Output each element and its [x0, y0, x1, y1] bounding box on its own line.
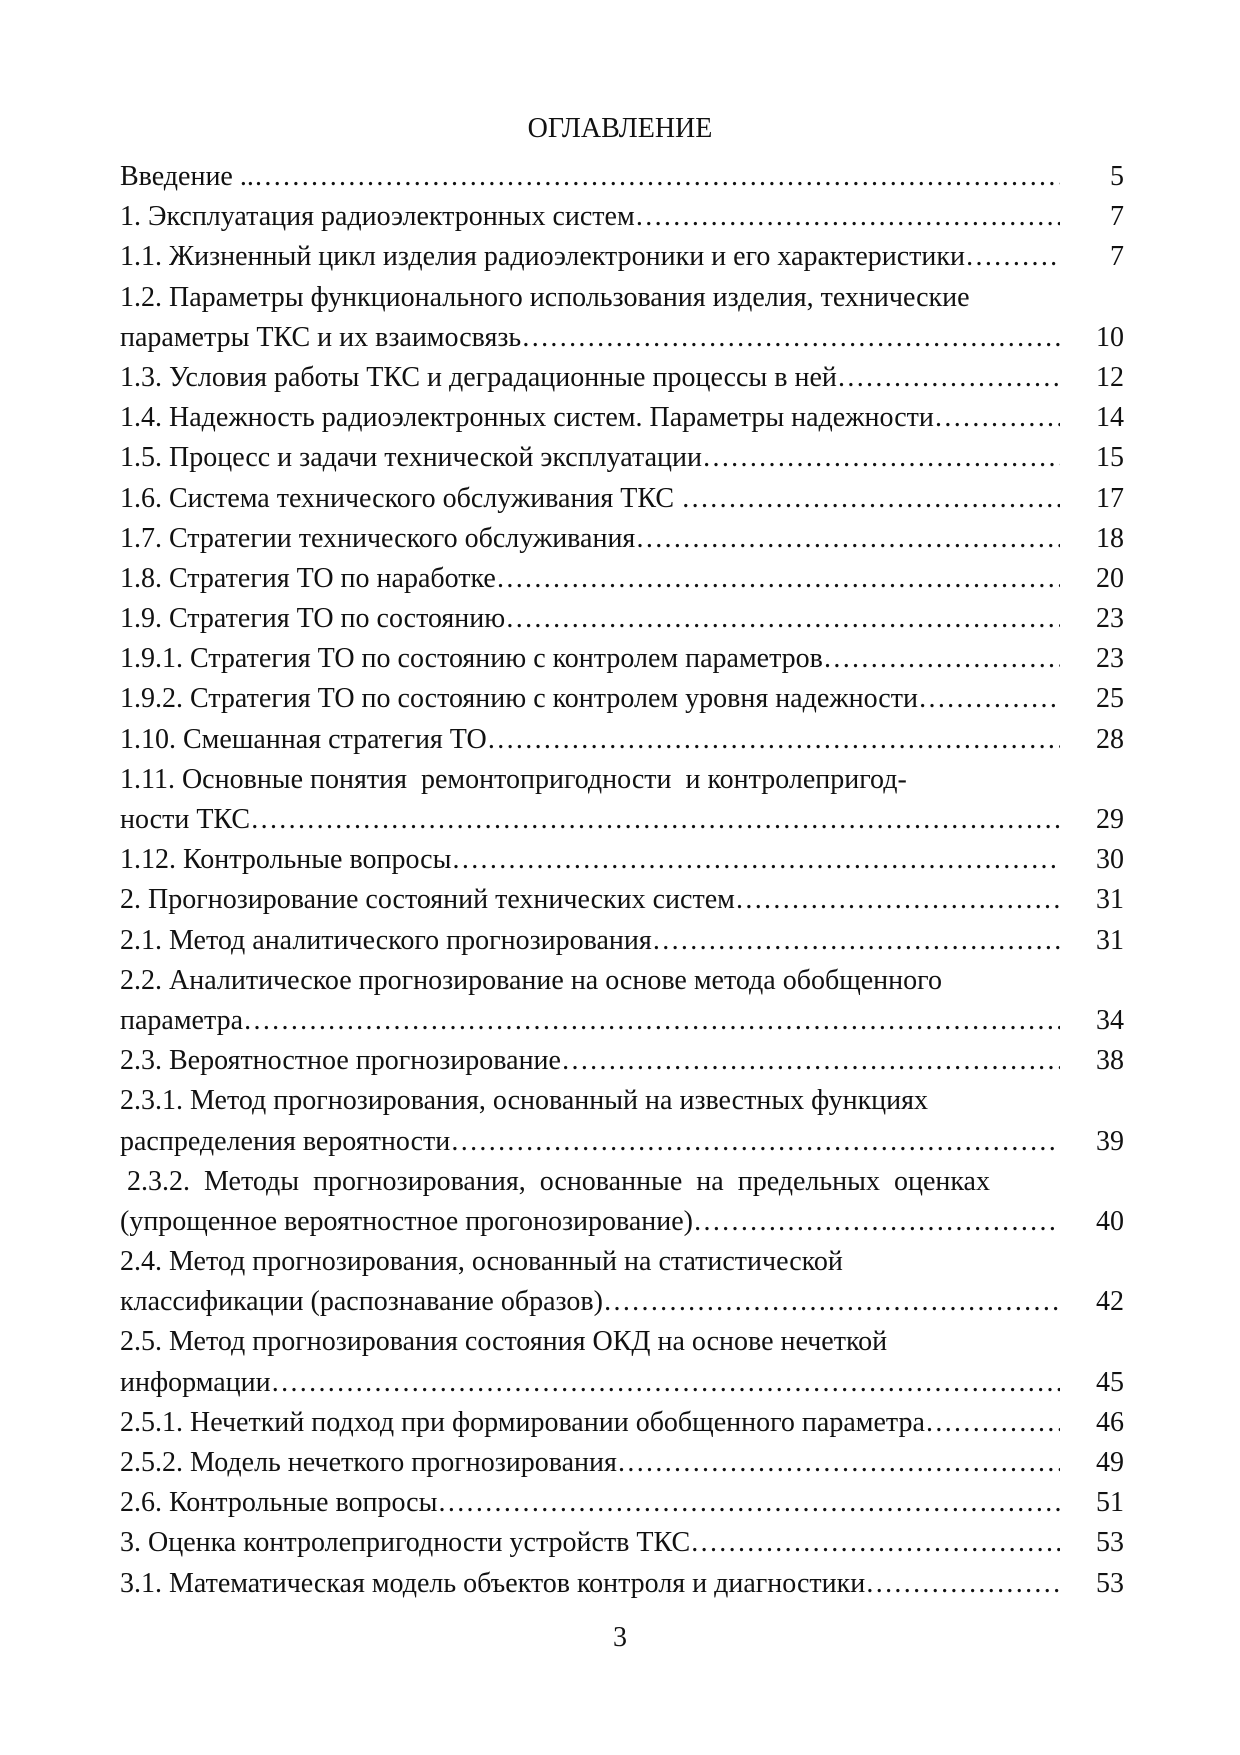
toc-entry[interactable]: [120, 1322, 1124, 1362]
toc-page-number: 15: [1096, 442, 1124, 474]
toc-entry[interactable]: [120, 1202, 1124, 1242]
toc-page-number: 17: [1096, 482, 1124, 514]
toc-entry[interactable]: [120, 800, 1124, 840]
toc-entry[interactable]: [120, 1523, 1124, 1563]
toc-entry-text: распределения вероятности: [120, 1125, 451, 1157]
dot-leader: [437, 1483, 1060, 1523]
toc-entry[interactable]: [120, 639, 1124, 679]
dot-leader: [635, 519, 1060, 559]
toc-entry-text: 2. Прогнозирование состояний технических систем: [120, 884, 735, 916]
toc-entry-text: 1.1. Жизненный цикл изделия радиоэлектроники и его характеристики: [120, 241, 965, 273]
toc-entry-text: классификации (распознавание образов): [120, 1286, 603, 1318]
toc-entry-text: ности ТКС: [120, 804, 251, 835]
toc-entry[interactable]: [120, 679, 1124, 719]
toc-entry[interactable]: [120, 318, 1124, 358]
toc-entry-text: 3. Оценка контролепригодности устройств ТКС: [120, 1527, 691, 1559]
toc-page-number: 53: [1096, 1567, 1124, 1599]
toc-page-number: 30: [1096, 844, 1124, 876]
toc-entry[interactable]: [120, 197, 1124, 237]
toc-entry-text: 1.9.2. Стратегия ТО по состоянию с контролем уровня надежности: [120, 683, 918, 715]
table-of-contents: [120, 157, 1124, 1604]
toc-entry-text: информации: [120, 1366, 271, 1398]
toc-entry[interactable]: [120, 1564, 1124, 1604]
toc-entry[interactable]: [120, 840, 1124, 880]
toc-page-number: 29: [1096, 804, 1124, 835]
toc-entry-text: 2.5. Метод прогнозирования состояния ОКД на основе нечеткой: [120, 1326, 888, 1358]
toc-entry[interactable]: [120, 1443, 1124, 1483]
toc-entry[interactable]: [120, 1122, 1124, 1162]
toc-page-number: 45: [1096, 1366, 1124, 1398]
toc-page-number: 7: [1110, 201, 1124, 233]
toc-entry-text: 1.2. Параметры функционального использования изделия, технические: [120, 281, 970, 313]
toc-entry-text: 2.3. Вероятностное прогнозирование: [120, 1045, 561, 1077]
toc-entry-text: 2.5.1. Нечеткий подход при формировании обобщенного параметра: [120, 1406, 925, 1438]
dot-leader: [496, 559, 1060, 599]
toc-entry-text: 1.6. Система технического обслуживания ТКС: [120, 482, 682, 514]
dot-leader: [487, 720, 1060, 760]
dot-leader: [965, 237, 1060, 277]
toc-entry[interactable]: [120, 880, 1124, 920]
toc-title: ОГЛАВЛЕНИЕ: [527, 113, 713, 144]
toc-page-number: 40: [1096, 1205, 1124, 1237]
dot-leader: [250, 800, 1060, 840]
toc-entry-text: 2.2. Аналитическое прогнозирование на основе метода обобщенного: [120, 964, 942, 996]
toc-page-number: 7: [1110, 241, 1124, 273]
toc-entry-text: 2.4. Метод прогнозирования, основанный на статистической: [120, 1246, 843, 1278]
dot-leader: [603, 1282, 1060, 1322]
toc-entry[interactable]: [120, 1081, 1124, 1121]
toc-entry-text: 1.4. Надежность радиоэлектронных систем. Параметры надежности: [120, 402, 934, 434]
toc-page-number: 38: [1096, 1045, 1124, 1077]
dot-leader: [925, 1403, 1060, 1443]
toc-page-number: 31: [1096, 884, 1124, 916]
toc-page-number: 34: [1096, 1004, 1124, 1036]
toc-page-number: 18: [1096, 522, 1124, 554]
toc-page-number: 23: [1096, 643, 1124, 675]
toc-entry[interactable]: [120, 1242, 1124, 1282]
toc-page-number: 46: [1096, 1406, 1124, 1438]
dot-leader: [243, 1001, 1060, 1041]
toc-entry-text: 1.5. Процесс и задачи технической эксплуатации: [120, 442, 702, 474]
dot-leader: [617, 1443, 1060, 1483]
toc-page-number: 5: [1110, 161, 1124, 192]
dot-leader: [690, 1523, 1060, 1563]
dot-leader: [681, 479, 1060, 519]
toc-page-number: 53: [1096, 1527, 1124, 1559]
toc-entry-text: 2.3.1. Метод прогнозирования, основанный на известных функциях: [120, 1085, 929, 1117]
toc-entry-text: 1.10. Смешанная стратегия ТО: [120, 723, 487, 755]
toc-entry-text: 1.9. Стратегия ТО по состоянию: [120, 603, 506, 635]
toc-entry[interactable]: [120, 599, 1124, 639]
toc-entry[interactable]: [120, 1363, 1124, 1403]
dot-leader: [521, 318, 1060, 358]
dot-leader: [823, 639, 1060, 679]
toc-page-number: 12: [1096, 361, 1124, 393]
toc-entry-text: 2.1. Метод аналитического прогнозирования: [120, 924, 652, 956]
toc-entry-text: 1.7. Стратегии технического обслуживания: [120, 522, 636, 554]
toc-entry-text: параметры ТКС и их взаимосвязь: [120, 321, 522, 353]
toc-page-number: 39: [1096, 1125, 1124, 1157]
toc-entry-text: 2.5.2. Модель нечеткого прогнозирования: [120, 1447, 617, 1478]
toc-entry-text: 1.9.1. Стратегия ТО по состоянию с контролем параметров: [120, 643, 823, 675]
toc-entry-text: параметра: [120, 1004, 243, 1036]
dot-leader: [254, 157, 1060, 197]
toc-page-number: 28: [1096, 723, 1124, 755]
toc-entry[interactable]: [120, 519, 1124, 559]
dot-leader: [450, 1122, 1060, 1162]
toc-entry[interactable]: [120, 921, 1124, 961]
toc-page-number: 42: [1096, 1286, 1124, 1318]
toc-entry[interactable]: [120, 438, 1124, 478]
toc-entry[interactable]: [120, 398, 1124, 438]
dot-leader: [934, 398, 1060, 438]
toc-entry[interactable]: [120, 1403, 1124, 1443]
toc-entry[interactable]: [120, 278, 1124, 318]
toc-page-number: 49: [1096, 1447, 1124, 1478]
toc-page-number: 10: [1096, 321, 1124, 353]
dot-leader: [918, 679, 1060, 719]
toc-page-number: 20: [1096, 562, 1124, 594]
toc-entry-text: 1. Эксплуатация радиоэлектронных систем: [120, 201, 635, 233]
toc-entry[interactable]: [120, 1282, 1124, 1322]
toc-page-number: 31: [1096, 924, 1124, 956]
toc-entry-text: 2.6. Контрольные вопросы: [120, 1487, 438, 1519]
dot-leader: [865, 1564, 1060, 1604]
toc-page-number: 25: [1096, 683, 1124, 715]
toc-entry-text: 2.3.2. Методы прогнозирования, основанные на предельных оценках: [120, 1165, 990, 1197]
toc-entry[interactable]: [120, 559, 1124, 599]
toc-entry[interactable]: [120, 157, 1124, 197]
dot-leader: [561, 1041, 1060, 1081]
dot-leader: [702, 438, 1060, 478]
toc-entry[interactable]: [120, 760, 1124, 800]
toc-page-number: 23: [1096, 603, 1124, 635]
toc-entry-text: 1.8. Стратегия ТО по наработке: [120, 562, 496, 594]
dot-leader: [652, 921, 1060, 961]
toc-entry-text: 3.1. Математическая модель объектов контроля и диагностики: [120, 1567, 866, 1599]
toc-entry[interactable]: [120, 1483, 1124, 1523]
dot-leader: [693, 1202, 1060, 1242]
toc-entry[interactable]: [120, 720, 1124, 760]
toc-entry[interactable]: [120, 961, 1124, 1001]
toc-entry-text: 1.3. Условия работы ТКС и деградационные процессы в ней: [120, 361, 837, 393]
toc-entry[interactable]: [120, 1162, 1124, 1202]
toc-entry-text: (упрощенное вероятностное прогонозирование): [120, 1205, 694, 1237]
toc-entry[interactable]: [120, 479, 1124, 519]
dot-leader: [837, 358, 1060, 398]
toc-page-number: 14: [1096, 402, 1124, 434]
page-number: 3: [613, 1622, 627, 1653]
toc-page-number: 51: [1096, 1487, 1124, 1519]
toc-entry[interactable]: [120, 237, 1124, 277]
dot-leader: [735, 880, 1060, 920]
toc-entry[interactable]: [120, 358, 1124, 398]
toc-entry-text: Введение ..: [120, 161, 254, 192]
toc-entry-text: 1.12. Контрольные вопросы: [120, 844, 452, 876]
toc-entry-text: 1.11. Основные понятия ремонтопригодности и контролепригод-: [120, 763, 907, 795]
dot-leader: [451, 840, 1060, 880]
dot-leader: [635, 197, 1060, 237]
dot-leader: [505, 599, 1060, 639]
toc-entry[interactable]: [120, 1041, 1124, 1081]
dot-leader: [271, 1363, 1060, 1403]
toc-entry[interactable]: [120, 1001, 1124, 1041]
